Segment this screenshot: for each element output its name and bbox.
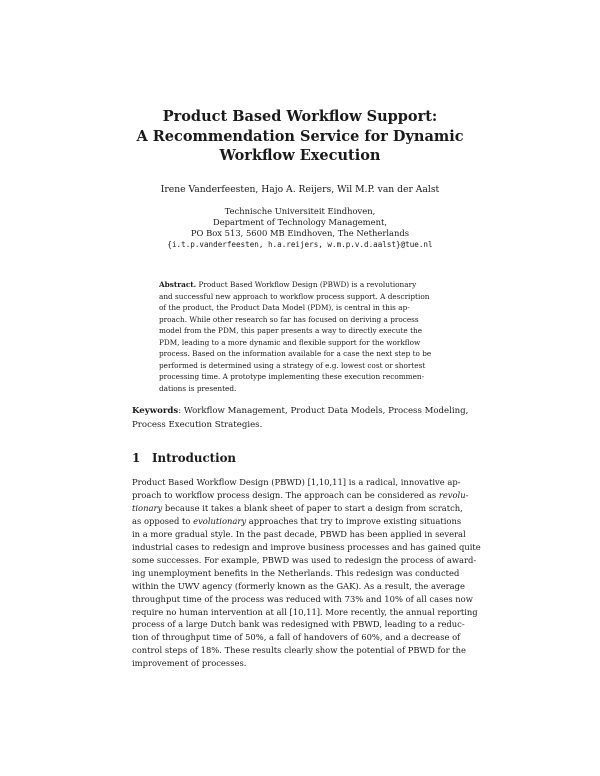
body-line: require no human intervention at all [10,11]. More recently, the annual reporting xyxy=(132,606,478,617)
emphasis: tionary xyxy=(132,502,163,513)
abstract-line: of the product, the Product Data Model (PDM), is central in this ap- xyxy=(159,303,410,312)
body-line: some successes. For example, PBWD was used to redesign the process of award- xyxy=(132,554,477,565)
body-line: tionary because it takes a blank sheet of paper to start a design from scratch, xyxy=(132,502,463,513)
abstract xyxy=(159,279,441,394)
title-line: Product Based Workflow Support: xyxy=(162,108,438,125)
body-line: within the UWV agency (formerly known as the GAK). As a result, the average xyxy=(132,580,465,591)
body-paragraph xyxy=(132,476,481,670)
paper-title xyxy=(100,107,500,166)
abstract-text: Product Based Workflow Design (PBWD) is a revolutionary xyxy=(198,280,417,289)
affiliation-line: PO Box 513, 5600 MB Eindhoven, The Netherlands xyxy=(190,228,410,239)
keywords-label: Keywords xyxy=(132,406,179,416)
body-line: industrial cases to redesign and improve business processes and has gained quite xyxy=(132,541,481,552)
emphasis: revolu- xyxy=(438,489,469,500)
abstract-line: performed is determined using a strategy of e.g. lowest cost or shortest xyxy=(159,360,426,370)
body-line: ing unemployment benefits in the Netherlands. This redesign was conducted xyxy=(132,567,460,578)
abstract-line: dations is presented. xyxy=(159,383,237,393)
abstract-label: Abstract. xyxy=(159,280,197,289)
abstract-line: model from the PDM, this paper presents a way to directly execute the xyxy=(159,326,423,335)
author-emails: {i.t.p.vanderfeesten, h.a.reijers, w.m.p.v.d.aalst}@tue.nl xyxy=(167,240,433,250)
body-line: control steps of 18%. These results clearly show the potential of PBWD for the xyxy=(132,645,467,656)
body-line: as opposed to evolutionary approaches that try to improve existing situations xyxy=(132,515,462,526)
emphasis: evolutionary xyxy=(193,515,247,526)
affiliation-line: Department of Technology Management, xyxy=(213,217,387,228)
body-line: Product Based Workflow Design (PBWD) [1,10,11] is a radical, innovative ap- xyxy=(132,477,461,487)
section-title: Introduction xyxy=(152,451,237,465)
keywords-text: : Workflow Management, Product Data Models, Process Modeling, xyxy=(178,406,469,416)
affiliation-line: Technische Universiteit Eindhoven, xyxy=(224,206,376,216)
abstract-line: and successful new approach to workflow process support. A description xyxy=(159,291,430,301)
abstract-line: processing time. A prototype implementing these execution recommen- xyxy=(159,372,425,381)
section-heading xyxy=(132,451,472,466)
abstract-line: PDM, leading to a more dynamic and flexible support for the workflow xyxy=(159,337,421,347)
abstract-line xyxy=(159,279,441,291)
abstract-line: proach. While other research so far has focused on deriving a process xyxy=(159,314,419,324)
keywords xyxy=(132,405,472,432)
section-number: 1 xyxy=(132,451,141,465)
keywords-line: Process Execution Strategies. xyxy=(132,419,263,430)
body-line: tion of throughput time of 50%, a fall of handovers of 60%, and a decrease of xyxy=(132,632,461,643)
affiliation xyxy=(100,206,500,250)
body-line: improvement of processes. xyxy=(132,658,247,669)
title-line: A Recommendation Service for Dynamic xyxy=(136,127,464,145)
body-line: in a more gradual style. In the past decade, PBWD has been applied in several xyxy=(132,528,466,539)
body-line: process of a large Dutch bank was redesigned with PBWD, leading to a reduc- xyxy=(132,619,465,630)
author-list: Irene Vanderfeesten, Hajo A. Reijers, Wil M.P. van der Aalst xyxy=(160,184,440,195)
keywords-line xyxy=(132,405,472,419)
abstract-line: process. Based on the information available for a case the next step to be xyxy=(159,349,432,358)
title-line: Workflow Execution xyxy=(219,147,381,164)
body-line: throughput time of the process was reduced with 73% and 10% of all cases now xyxy=(132,593,473,604)
body-line: proach to workflow process design. The approach can be considered as revolu- xyxy=(132,489,469,500)
